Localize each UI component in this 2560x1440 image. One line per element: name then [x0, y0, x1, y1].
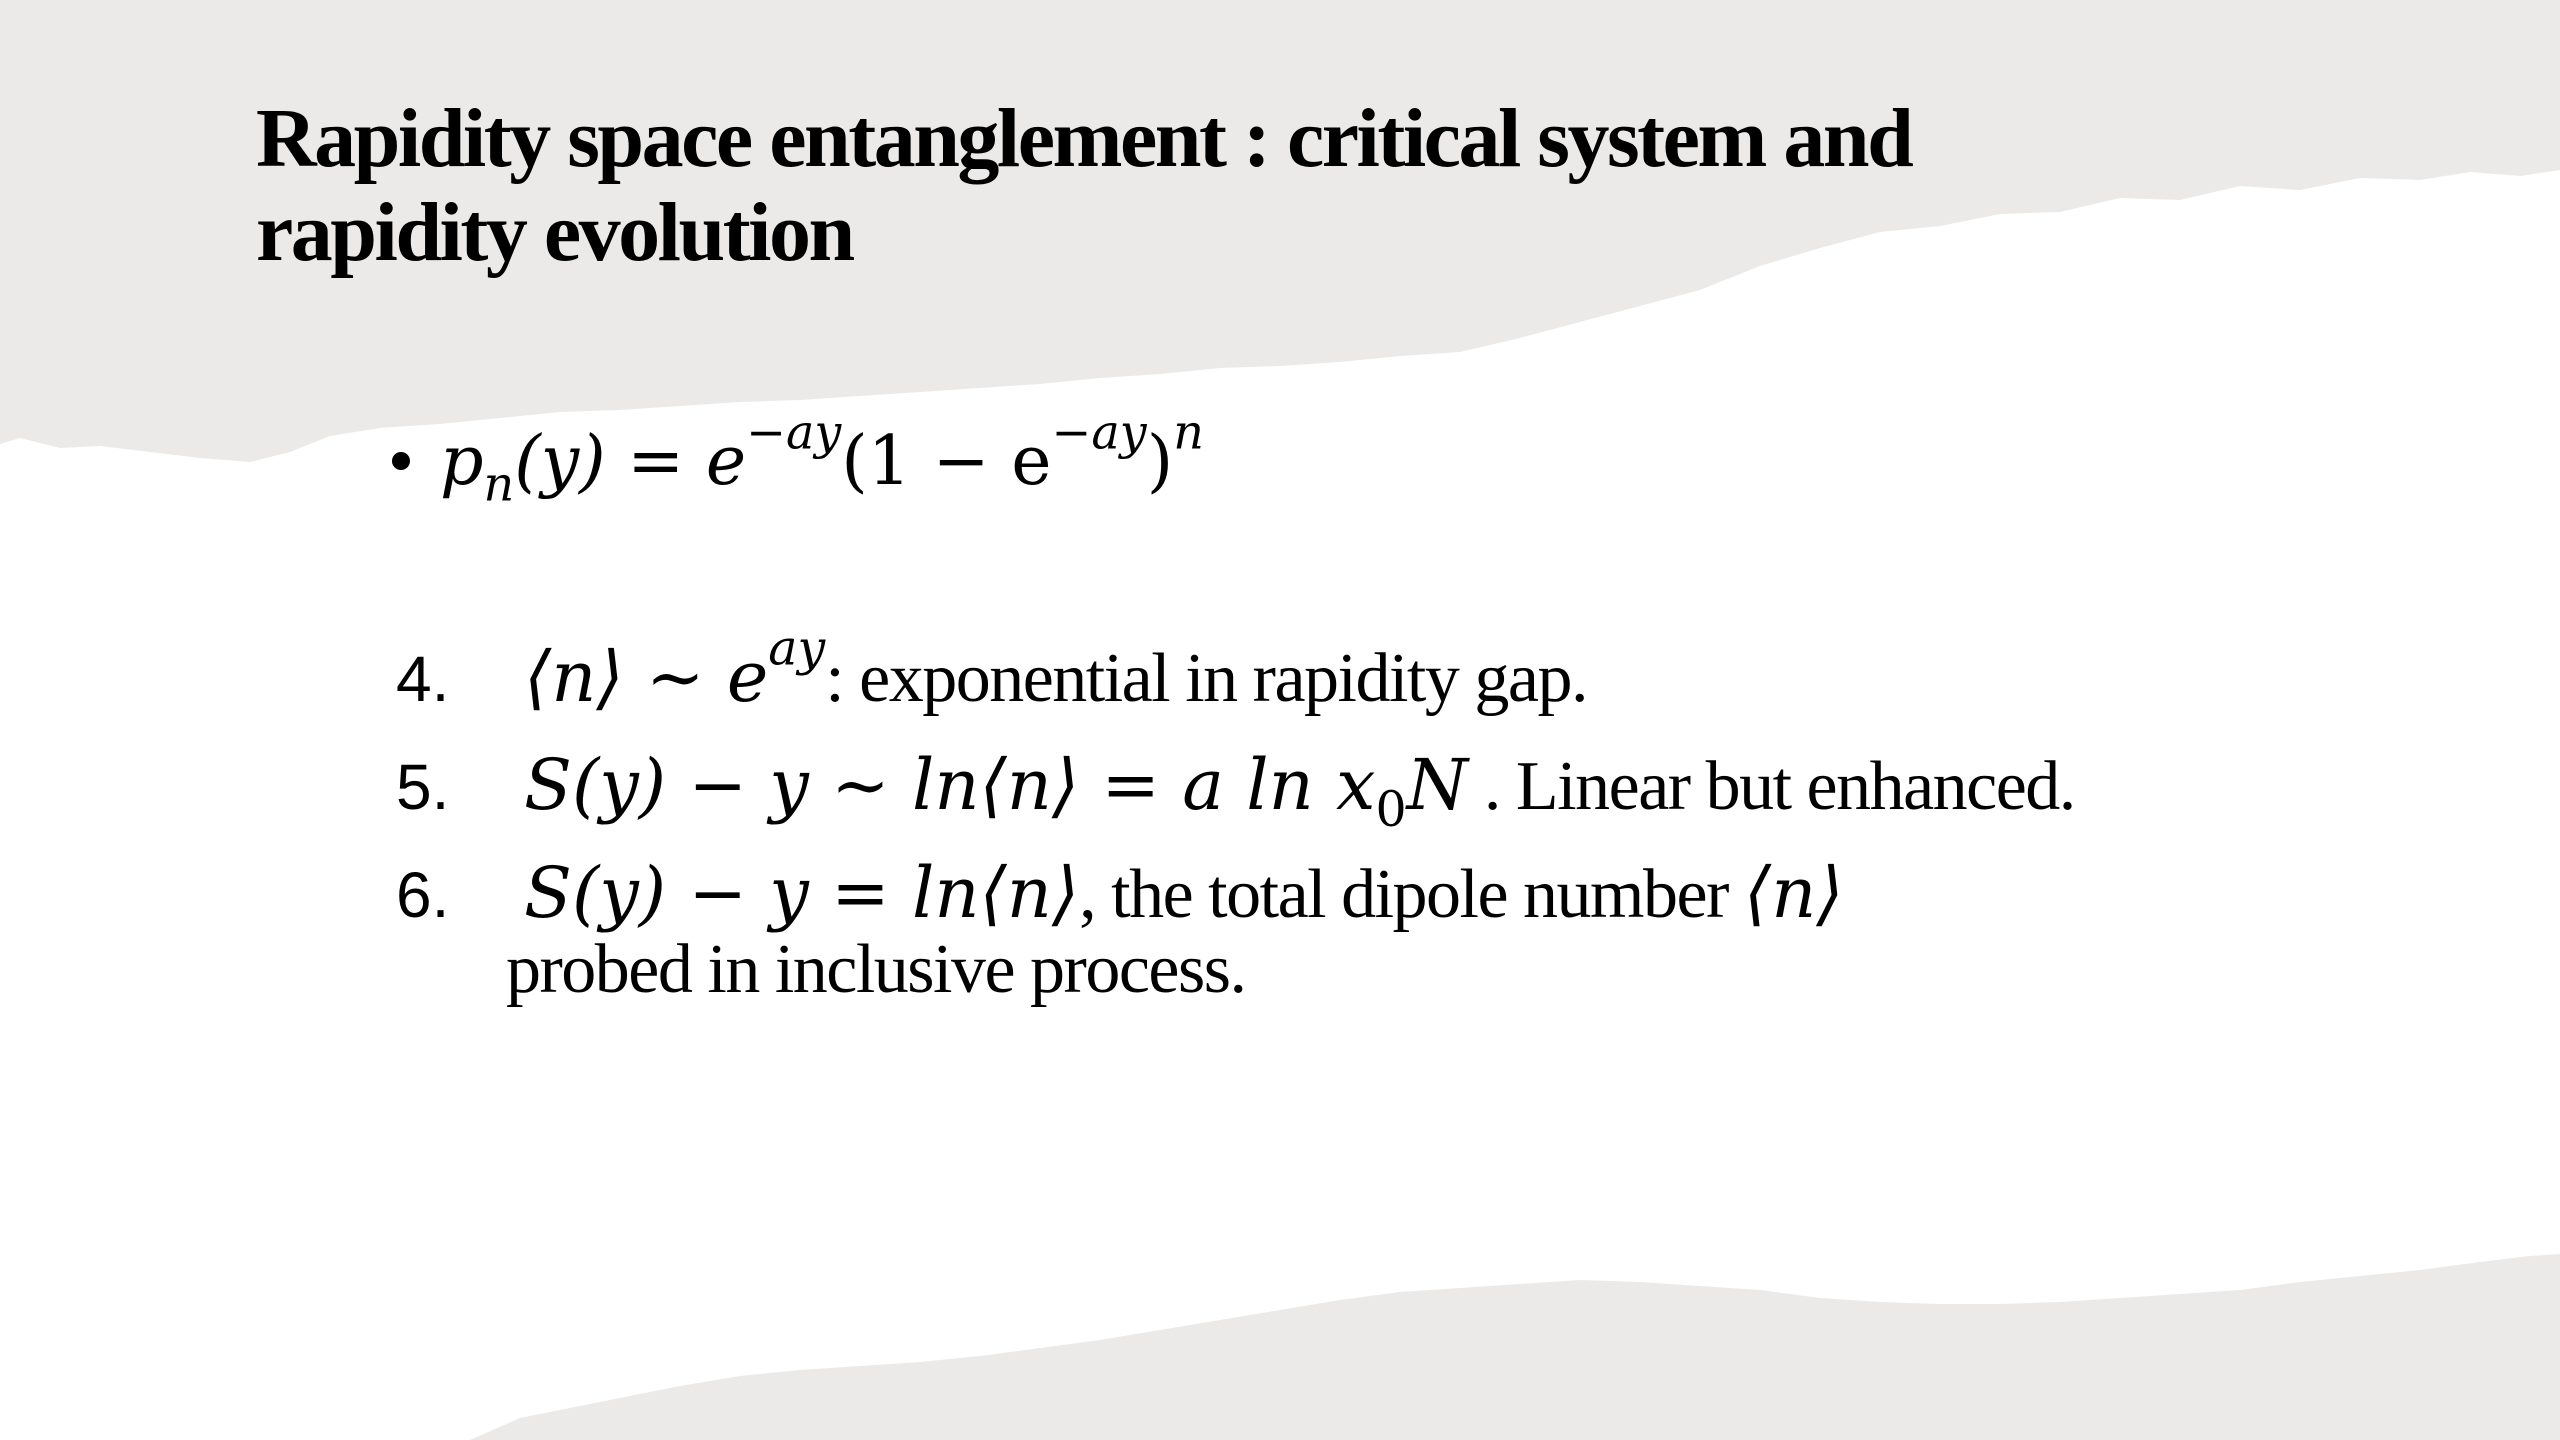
- item-6-text: , the total dipole number: [1079, 856, 1744, 933]
- bullet-formula: [392, 405, 1204, 513]
- item-4-math: ⟨n⟩ ~ e: [524, 636, 769, 718]
- list-item-4: [396, 619, 1587, 724]
- formula-exponent-1: −ay: [746, 405, 842, 461]
- list-item-6: [396, 848, 1844, 940]
- item-5-math: S(y) − y ~ ln⟨n⟩ = a ln x: [524, 744, 1376, 826]
- bullet-dot: [392, 452, 410, 470]
- formula-exponent-3: n: [1173, 405, 1204, 461]
- item-5-math-subscript: 0: [1375, 781, 1407, 839]
- bottom-paper-band: [470, 1254, 2560, 1440]
- slide-title: [256, 92, 2256, 280]
- formula-close: ): [1146, 422, 1174, 501]
- item-5-math-n: N: [1406, 744, 1468, 826]
- slide-title-line-2: rapidity evolution: [256, 186, 853, 279]
- formula-p: p: [440, 422, 484, 501]
- list-number: 4.: [396, 643, 450, 715]
- list-number: 5.: [396, 751, 450, 823]
- slide-title-line-1: Rapidity space entanglement : critical system and: [256, 92, 1912, 185]
- list-item-6-continuation: probed in inclusive process.: [506, 931, 1246, 1008]
- list-number: 6.: [396, 859, 450, 931]
- formula-lhs: (y) = e: [514, 422, 747, 501]
- item-6-math-n: ⟨n⟩: [1743, 852, 1844, 934]
- item-6-math: S(y) − y = ln⟨n⟩: [524, 852, 1080, 934]
- formula-middle: (1 − e: [841, 422, 1052, 501]
- formula-sub-n: n: [483, 457, 515, 513]
- item-5-text: . Linear but enhanced.: [1467, 748, 2075, 825]
- formula-exponent-2: −ay: [1051, 405, 1147, 461]
- item-4-text: : exponential in rapidity gap.: [825, 640, 1587, 717]
- item-4-math-exponent: ay: [768, 619, 826, 677]
- list-item-5: [396, 740, 2075, 839]
